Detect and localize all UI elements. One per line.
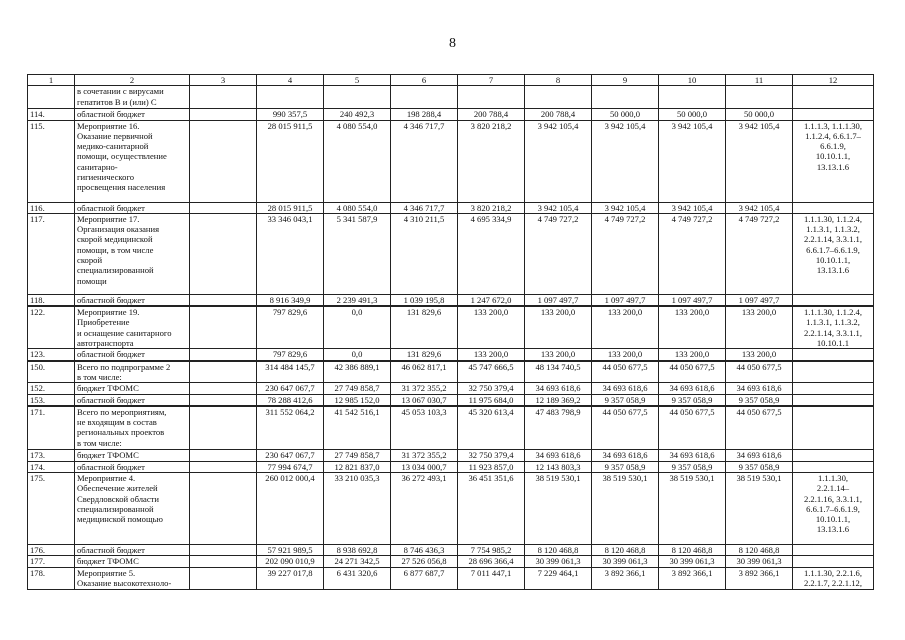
budget-table [27, 74, 874, 590]
value-cell: 133 200,0 [525, 349, 592, 361]
value-cell: 44 050 677,5 [726, 406, 793, 450]
target-codes-cell: 1.1.1.30, 1.1.2.4, 1.1.3.1, 1.1.3.2, 2.2.1.14, 3.3.1.1, 6.6.1.7–6.6.1.9, 10.10.1.1, 13.13.1.6 [793, 213, 874, 294]
value-cell: 8 120 468,8 [592, 544, 659, 555]
value-cell: 28 696 366,4 [458, 556, 525, 567]
empty-cell [190, 213, 257, 294]
value-cell: 7 229 464,1 [525, 567, 592, 589]
row-number-cell: 153. [28, 394, 75, 406]
description-cell: бюджет ТФОМС [75, 450, 190, 461]
value-cell: 11 923 857,0 [458, 461, 525, 472]
column-header: 2 [75, 75, 190, 86]
description-cell: в сочетании с вирусами гепатитов В и (или) С [75, 86, 190, 109]
value-cell: 4 749 727,2 [726, 213, 793, 294]
column-header: 3 [190, 75, 257, 86]
table-row [28, 406, 874, 450]
page-number: 8 [449, 36, 456, 51]
value-cell: 3 942 105,4 [525, 202, 592, 213]
value-cell: 50 000,0 [726, 109, 793, 120]
description-cell: областной бюджет [75, 461, 190, 472]
description-cell: Мероприятие 5. Оказание высокотехноло- [75, 567, 190, 589]
target-codes-cell [793, 394, 874, 406]
value-cell: 33 210 035,3 [324, 472, 391, 544]
column-header: 4 [257, 75, 324, 86]
value-cell: 9 357 058,9 [659, 394, 726, 406]
value-cell: 7 754 985,2 [458, 544, 525, 555]
table-row [28, 349, 874, 361]
value-cell: 6 431 320,6 [324, 567, 391, 589]
value-cell: 36 451 351,6 [458, 472, 525, 544]
row-number-cell [28, 86, 75, 109]
row-number-cell: 114. [28, 109, 75, 120]
row-number-cell: 177. [28, 556, 75, 567]
value-cell: 34 693 618,6 [525, 383, 592, 394]
total-cell: 28 015 911,5 [257, 202, 324, 213]
value-cell: 3 942 105,4 [726, 202, 793, 213]
value-cell: 3 942 105,4 [592, 202, 659, 213]
value-cell: 42 386 889,1 [324, 361, 391, 383]
value-cell: 27 749 858,7 [324, 383, 391, 394]
value-cell: 1 097 497,7 [525, 294, 592, 306]
empty-cell [190, 202, 257, 213]
table-row [28, 394, 874, 406]
empty-cell [190, 86, 257, 109]
total-cell: 39 227 017,8 [257, 567, 324, 589]
value-cell: 8 120 468,8 [525, 544, 592, 555]
value-cell: 4 310 211,5 [391, 213, 458, 294]
column-header: 1 [28, 75, 75, 86]
value-cell [659, 86, 726, 109]
table-row [28, 306, 874, 349]
empty-cell [190, 472, 257, 544]
value-cell: 31 372 355,2 [391, 450, 458, 461]
table-row [28, 86, 874, 109]
total-cell: 797 829,6 [257, 306, 324, 349]
header-row [28, 75, 874, 86]
target-codes-cell [793, 383, 874, 394]
value-cell: 200 788,4 [525, 109, 592, 120]
value-cell [324, 86, 391, 109]
value-cell: 133 200,0 [659, 306, 726, 349]
column-header: 10 [659, 75, 726, 86]
target-codes-cell: 1.1.1.3, 1.1.1.30, 1.1.2.4, 6.6.1.7– 6.6.1.9, 10.10.1.1, 13.13.1.6 [793, 120, 874, 202]
empty-cell [190, 406, 257, 450]
description-cell: областной бюджет [75, 349, 190, 361]
value-cell: 9 357 058,9 [592, 461, 659, 472]
value-cell: 38 519 530,1 [726, 472, 793, 544]
value-cell: 13 067 030,7 [391, 394, 458, 406]
row-number-cell: 173. [28, 450, 75, 461]
value-cell: 34 693 618,6 [592, 450, 659, 461]
row-number-cell: 123. [28, 349, 75, 361]
value-cell: 45 320 613,4 [458, 406, 525, 450]
description-cell: Мероприятие 17. Организация оказания скорой медицинской помощи, в том числе скорой специализированной помощи [75, 213, 190, 294]
value-cell: 3 892 366,1 [726, 567, 793, 589]
value-cell: 9 357 058,9 [592, 394, 659, 406]
value-cell: 34 693 618,6 [592, 383, 659, 394]
column-header: 11 [726, 75, 793, 86]
value-cell: 133 200,0 [726, 349, 793, 361]
empty-cell [190, 361, 257, 383]
target-codes-cell [793, 556, 874, 567]
value-cell: 8 938 692,8 [324, 544, 391, 555]
row-number-cell: 178. [28, 567, 75, 589]
value-cell: 36 272 493,1 [391, 472, 458, 544]
value-cell: 38 519 530,1 [525, 472, 592, 544]
empty-cell [190, 450, 257, 461]
value-cell [525, 86, 592, 109]
empty-cell [190, 349, 257, 361]
table-body [28, 75, 874, 590]
column-header: 7 [458, 75, 525, 86]
target-codes-cell [793, 406, 874, 450]
column-header: 5 [324, 75, 391, 86]
table-row [28, 556, 874, 567]
value-cell: 1 039 195,8 [391, 294, 458, 306]
value-cell: 34 693 618,6 [525, 450, 592, 461]
value-cell: 1 097 497,7 [659, 294, 726, 306]
value-cell: 12 189 369,2 [525, 394, 592, 406]
value-cell: 46 062 817,1 [391, 361, 458, 383]
value-cell: 3 820 218,2 [458, 202, 525, 213]
value-cell: 27 749 858,7 [324, 450, 391, 461]
row-number-cell: 152. [28, 383, 75, 394]
value-cell: 3 942 105,4 [592, 120, 659, 202]
description-cell: областной бюджет [75, 394, 190, 406]
value-cell: 3 942 105,4 [726, 120, 793, 202]
row-number-cell: 150. [28, 361, 75, 383]
table-row [28, 383, 874, 394]
value-cell: 50 000,0 [592, 109, 659, 120]
total-cell [257, 86, 324, 109]
row-number-cell: 175. [28, 472, 75, 544]
total-cell: 990 357,5 [257, 109, 324, 120]
value-cell: 240 492,3 [324, 109, 391, 120]
empty-cell [190, 120, 257, 202]
value-cell: 38 519 530,1 [659, 472, 726, 544]
value-cell: 34 693 618,6 [726, 383, 793, 394]
value-cell: 41 542 516,1 [324, 406, 391, 450]
value-cell: 1 247 672,0 [458, 294, 525, 306]
table-row [28, 120, 874, 202]
value-cell: 45 053 103,3 [391, 406, 458, 450]
column-header: 6 [391, 75, 458, 86]
total-cell: 230 647 067,7 [257, 450, 324, 461]
total-cell: 260 012 000,4 [257, 472, 324, 544]
table-row [28, 461, 874, 472]
value-cell: 1 097 497,7 [726, 294, 793, 306]
value-cell: 133 200,0 [659, 349, 726, 361]
empty-cell [190, 109, 257, 120]
value-cell: 13 034 000,7 [391, 461, 458, 472]
value-cell: 0,0 [324, 306, 391, 349]
description-cell: областной бюджет [75, 109, 190, 120]
total-cell: 77 994 674,7 [257, 461, 324, 472]
value-cell: 34 693 618,6 [659, 450, 726, 461]
value-cell: 4 080 554,0 [324, 202, 391, 213]
target-codes-cell [793, 544, 874, 555]
value-cell: 4 346 717,7 [391, 120, 458, 202]
total-cell: 230 647 067,7 [257, 383, 324, 394]
value-cell: 34 693 618,6 [726, 450, 793, 461]
description-cell: бюджет ТФОМС [75, 556, 190, 567]
row-number-cell: 171. [28, 406, 75, 450]
row-number-cell: 122. [28, 306, 75, 349]
value-cell: 9 357 058,9 [726, 461, 793, 472]
total-cell: 797 829,6 [257, 349, 324, 361]
target-codes-cell: 1.1.1.30, 1.1.2.4, 1.1.3.1, 1.1.3.2, 2.2.1.14, 3.3.1.1, 10.10.1.1 [793, 306, 874, 349]
value-cell: 4 080 554,0 [324, 120, 391, 202]
table-row [28, 450, 874, 461]
value-cell: 30 399 061,3 [592, 556, 659, 567]
description-cell: Всего по подпрограмме 2 в том числе: [75, 361, 190, 383]
empty-cell [190, 383, 257, 394]
target-codes-cell [793, 361, 874, 383]
value-cell: 50 000,0 [659, 109, 726, 120]
target-codes-cell: 1.1.1.30, 2.2.1.6, 2.2.1.7, 2.2.1.12, [793, 567, 874, 589]
value-cell: 133 200,0 [458, 349, 525, 361]
target-codes-cell [793, 109, 874, 120]
value-cell: 133 200,0 [592, 349, 659, 361]
value-cell: 4 695 334,9 [458, 213, 525, 294]
description-cell: областной бюджет [75, 202, 190, 213]
total-cell: 28 015 911,5 [257, 120, 324, 202]
table-row [28, 472, 874, 544]
value-cell: 1 097 497,7 [592, 294, 659, 306]
target-codes-cell [793, 86, 874, 109]
total-cell: 8 916 349,9 [257, 294, 324, 306]
description-cell: бюджет ТФОМС [75, 383, 190, 394]
value-cell: 133 200,0 [525, 306, 592, 349]
value-cell: 200 788,4 [458, 109, 525, 120]
value-cell: 32 750 379,4 [458, 450, 525, 461]
value-cell: 3 892 366,1 [592, 567, 659, 589]
value-cell: 3 892 366,1 [659, 567, 726, 589]
value-cell: 12 143 803,3 [525, 461, 592, 472]
value-cell: 4 749 727,2 [659, 213, 726, 294]
total-cell: 202 090 010,9 [257, 556, 324, 567]
row-number-cell: 176. [28, 544, 75, 555]
value-cell: 198 288,4 [391, 109, 458, 120]
value-cell: 9 357 058,9 [726, 394, 793, 406]
value-cell: 131 829,6 [391, 306, 458, 349]
column-header: 12 [793, 75, 874, 86]
value-cell: 6 877 687,7 [391, 567, 458, 589]
value-cell: 44 050 677,5 [659, 406, 726, 450]
target-codes-cell [793, 349, 874, 361]
empty-cell [190, 544, 257, 555]
value-cell [391, 86, 458, 109]
value-cell: 0,0 [324, 349, 391, 361]
column-header: 8 [525, 75, 592, 86]
target-codes-cell [793, 461, 874, 472]
value-cell: 30 399 061,3 [659, 556, 726, 567]
value-cell: 44 050 677,5 [726, 361, 793, 383]
value-cell: 38 519 530,1 [592, 472, 659, 544]
value-cell: 8 120 468,8 [659, 544, 726, 555]
target-codes-cell [793, 450, 874, 461]
value-cell: 44 050 677,5 [659, 361, 726, 383]
table-row [28, 213, 874, 294]
total-cell: 78 288 412,6 [257, 394, 324, 406]
value-cell: 34 693 618,6 [659, 383, 726, 394]
value-cell: 44 050 677,5 [592, 406, 659, 450]
value-cell: 48 134 740,5 [525, 361, 592, 383]
empty-cell [190, 294, 257, 306]
value-cell: 133 200,0 [726, 306, 793, 349]
value-cell: 3 942 105,4 [659, 202, 726, 213]
table-row [28, 567, 874, 589]
target-codes-cell: 1.1.1.30, 2.2.1.14– 2.2.1.16, 3.3.1.1, 6.6.1.7–6.6.1.9, 10.10.1.1, 13.13.1.6 [793, 472, 874, 544]
row-number-cell: 115. [28, 120, 75, 202]
row-number-cell: 174. [28, 461, 75, 472]
value-cell: 2 239 491,3 [324, 294, 391, 306]
table-row [28, 544, 874, 555]
value-cell: 131 829,6 [391, 349, 458, 361]
value-cell: 47 483 798,9 [525, 406, 592, 450]
total-cell: 314 484 145,7 [257, 361, 324, 383]
row-number-cell: 118. [28, 294, 75, 306]
value-cell: 133 200,0 [458, 306, 525, 349]
row-number-cell: 116. [28, 202, 75, 213]
value-cell: 27 526 056,8 [391, 556, 458, 567]
value-cell: 11 975 684,0 [458, 394, 525, 406]
value-cell: 3 942 105,4 [659, 120, 726, 202]
total-cell: 311 552 064,2 [257, 406, 324, 450]
total-cell: 33 346 043,1 [257, 213, 324, 294]
value-cell: 8 120 468,8 [726, 544, 793, 555]
value-cell: 3 942 105,4 [525, 120, 592, 202]
table-row [28, 202, 874, 213]
value-cell: 3 820 218,2 [458, 120, 525, 202]
description-cell: Всего по мероприятиям, не входящим в состав региональных проектов в том числе: [75, 406, 190, 450]
table-row [28, 294, 874, 306]
table-row [28, 109, 874, 120]
empty-cell [190, 461, 257, 472]
value-cell: 9 357 058,9 [659, 461, 726, 472]
target-codes-cell [793, 294, 874, 306]
table-row [28, 361, 874, 383]
value-cell [458, 86, 525, 109]
value-cell [592, 86, 659, 109]
value-cell [726, 86, 793, 109]
value-cell: 30 399 061,3 [726, 556, 793, 567]
description-cell: Мероприятие 4. Обеспечение жителей Свердловской области специализированной медицинской помощью [75, 472, 190, 544]
value-cell: 12 821 837,0 [324, 461, 391, 472]
value-cell: 32 750 379,4 [458, 383, 525, 394]
value-cell: 30 399 061,3 [525, 556, 592, 567]
row-number-cell: 117. [28, 213, 75, 294]
value-cell: 24 271 342,5 [324, 556, 391, 567]
description-cell: Мероприятие 19. Приобретение и оснащение санитарного автотранспорта [75, 306, 190, 349]
value-cell: 4 749 727,2 [525, 213, 592, 294]
value-cell: 31 372 355,2 [391, 383, 458, 394]
value-cell: 5 341 587,9 [324, 213, 391, 294]
value-cell: 44 050 677,5 [592, 361, 659, 383]
value-cell: 133 200,0 [592, 306, 659, 349]
empty-cell [190, 306, 257, 349]
value-cell: 7 011 447,1 [458, 567, 525, 589]
value-cell: 8 746 436,3 [391, 544, 458, 555]
value-cell: 4 749 727,2 [592, 213, 659, 294]
value-cell: 4 346 717,7 [391, 202, 458, 213]
target-codes-cell [793, 202, 874, 213]
column-header: 9 [592, 75, 659, 86]
value-cell: 45 747 666,5 [458, 361, 525, 383]
description-cell: областной бюджет [75, 294, 190, 306]
empty-cell [190, 556, 257, 567]
description-cell: Мероприятие 16. Оказание первичной медико-санитарной помощи, осуществление санитарно- гигиенического просвещения населения [75, 120, 190, 202]
description-cell: областной бюджет [75, 544, 190, 555]
empty-cell [190, 567, 257, 589]
value-cell: 12 985 152,0 [324, 394, 391, 406]
total-cell: 57 921 989,5 [257, 544, 324, 555]
empty-cell [190, 394, 257, 406]
